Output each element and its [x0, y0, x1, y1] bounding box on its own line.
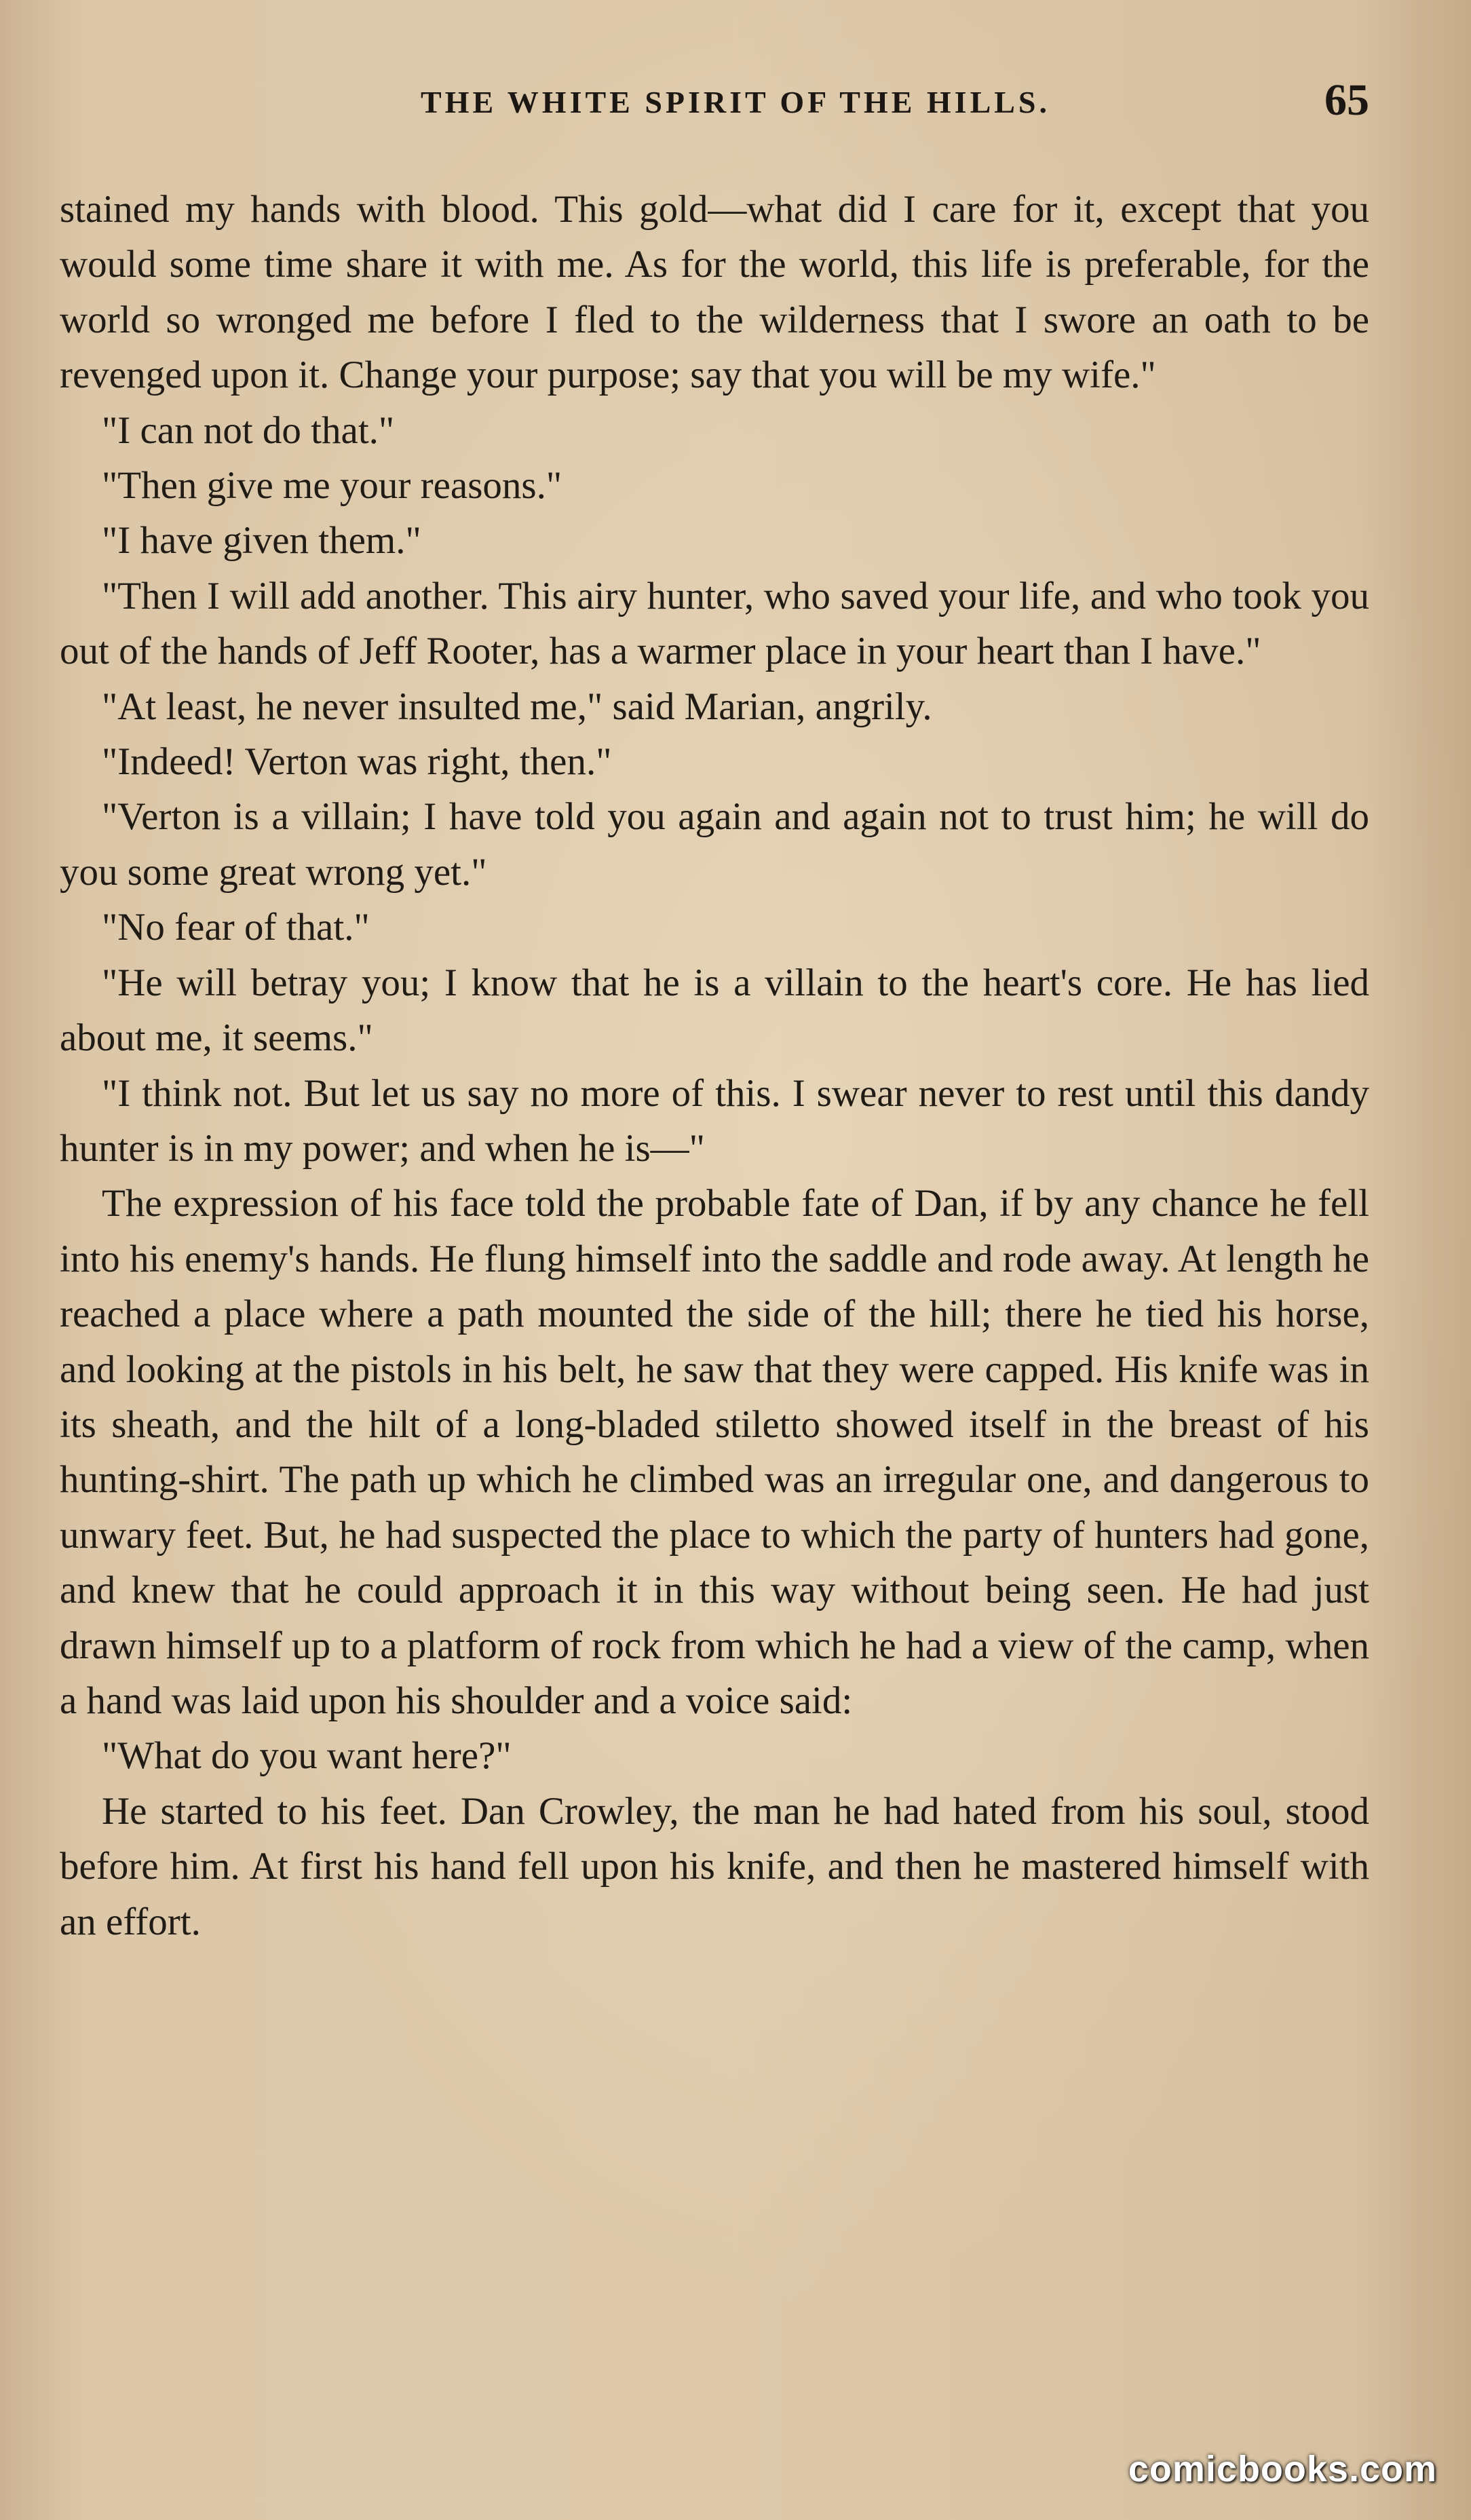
paragraph: "What do you want here?" [102, 1734, 512, 1778]
paragraph: "I have given them." [102, 519, 421, 562]
paragraph: "He will betray you; I know that he is a villain to the heart's core. He has lied about me, it seems." [60, 961, 1369, 1060]
paragraph: "I think not. But let us say no more of this. I swear never to rest until this dandy hunter is in my power; and when he is—" [60, 1071, 1369, 1170]
paragraph: stained my hands with blood. This gold—what did I care for it, except that you would some time share it with me. As for the world, this life is preferable, for the world so wronged me before I fled to the wilderness that I swore an oath to be revenged upon it. Change your purpose; say that you will be my wife." [60, 188, 1369, 397]
paragraph: He started to his feet. Dan Crowley, the man he had hated from his soul, stood before him. At first his hand fell upon his knife, and then he mastered himself with an effort. [60, 1789, 1369, 1943]
page-header [0, 75, 1471, 134]
paragraph: "At least, he never insulted me," said Marian, angrily. [102, 685, 932, 728]
paragraph: "I can not do that." [102, 408, 395, 452]
body-text [60, 182, 1369, 1949]
watermark: comicbooks.com [1128, 2449, 1437, 2489]
page-number: 65 [1324, 75, 1369, 125]
paragraph: "Indeed! Verton was right, then." [102, 740, 612, 784]
running-head: THE WHITE SPIRIT OF THE HILLS. [420, 85, 1051, 119]
paragraph: "Then give me your reasons." [102, 464, 562, 508]
paragraph: "Then I will add another. This airy hunter, who saved your life, and who took you out of the hands of Jeff Rooter, has a warmer place in your heart than I have." [60, 574, 1369, 673]
paragraph: "No fear of that." [102, 906, 370, 949]
paragraph: The expression of his face told the probable fate of Dan, if by any chance he fell into his enemy's hands. He flung himself into the saddle and rode away. At length he reached a place where a path mounted the side of the hill; there he tied his horse, and looking at the pistols in his belt, he saw that they were capped. His knife was in its sheath, and the hilt of a long-bladed stiletto showed itself in the breast of his hunting-shirt. The path up which he climbed was an irregular one, and dangerous to unwary feet. But, he had suspected the place to which the party of hunters had gone, and knew that he could approach it in this way without being seen. He had just drawn himself up to a platform of rock from which he had a view of the camp, when a hand was laid upon his shoulder and a voice said: [60, 1182, 1369, 1722]
paragraph: "Verton is a villain; I have told you again and again not to trust him; he will do you some great wrong yet." [60, 795, 1369, 894]
